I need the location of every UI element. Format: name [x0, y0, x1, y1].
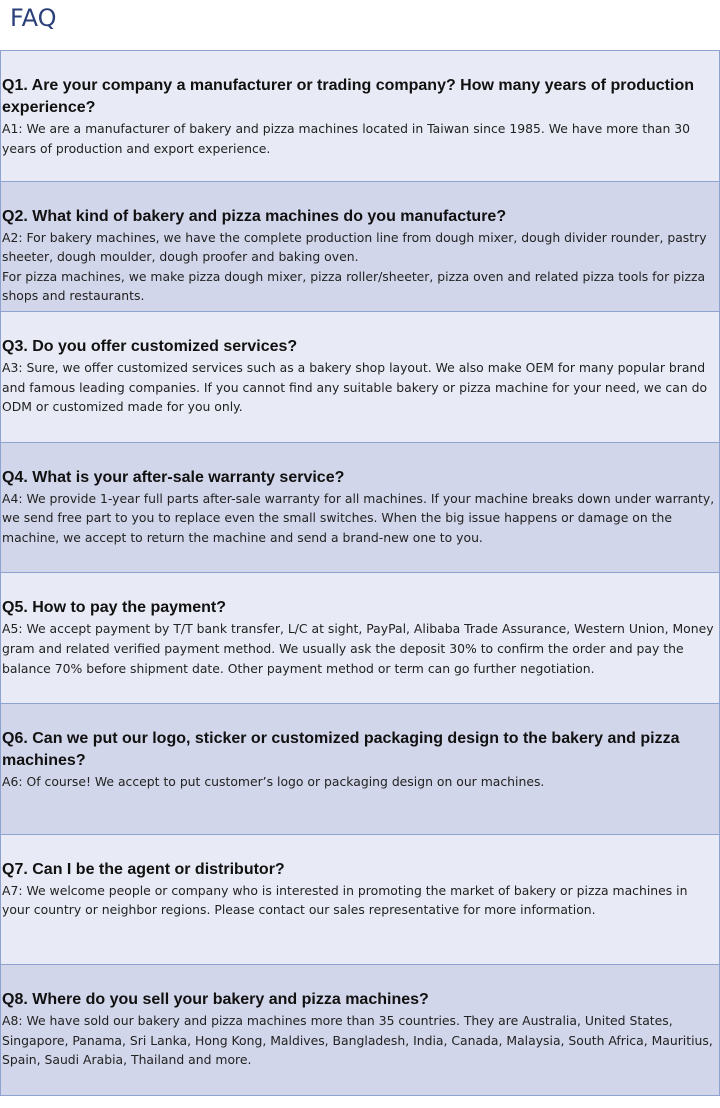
faq-item-4 — [0, 442, 720, 574]
faq-item-2 — [0, 181, 720, 313]
faq-answer: A6: Of course! We accept to put customer’s logo or packaging design on our machines. — [2, 773, 545, 789]
faq-answer: A4: We provide 1-year full parts after-sale warranty for all machines. If your machine breaks down under warranty, we send free part to you to replace even the small switches. When the big issue happens or damage on the machine, we accept to return the machine and send a brand-new one to you. — [2, 490, 715, 545]
faq-question: Q2. What kind of bakery and pizza machines do you manufacture? — [2, 207, 507, 225]
faq-question: Q3. Do you offer customized services? — [2, 338, 298, 356]
faq-answer: A8: We have sold our bakery and pizza machines more than 35 countries. They are Australia, United States, Singapore, Panama, Sri Lanka, Hong Kong, Maldives, Bangladesh, India, Canada, Malaysia, South Africa, Mauritius, Spain, Saudi Arabia, Thailand and more. — [2, 1013, 713, 1068]
faq-item-6 — [0, 703, 720, 835]
faq-answer: A7: We welcome people or company who is interested in promoting the market of bakery or pizza machines in your country or neighbor regions. Please contact our sales representative for more information. — [2, 882, 688, 918]
faq-answer: A1: We are a manufacturer of bakery and pizza machines located in Taiwan since 1985. We have more than 30 years of production and export experience. — [2, 121, 691, 156]
page-title: FAQ — [10, 4, 57, 32]
faq-question: Q1. Are your company a manufacturer or trading company? How many years of production experience? — [2, 77, 694, 116]
faq-question: Q7. Can I be the agent or distributor? — [2, 860, 285, 878]
faq-question: Q8. Where do you sell your bakery and pizza machines? — [2, 991, 429, 1009]
faq-item-1 — [0, 50, 720, 182]
faq-answer: A3: Sure, we offer customized services such as a bakery shop layout. We also make OEM for many popular brand and famous leading companies. If you cannot find any suitable bakery or pizza machine for your need, we can do ODM or customized made for you only. — [2, 360, 708, 415]
faq-item-8 — [0, 964, 720, 1096]
faq-list — [0, 50, 720, 1096]
faq-item-3 — [0, 311, 720, 443]
faq-answer: A5: We accept payment by T/T bank transfer, L/C at sight, PayPal, Alibaba Trade Assurance, Western Union, Money gram and related verified payment method. We usually ask the deposit 30% to confirm the order and pay the balance 70% before shipment date. Other payment method or term can go further negotiation. — [2, 621, 714, 676]
faq-item-5 — [0, 572, 720, 704]
faq-question: Q5. How to pay the payment? — [2, 599, 227, 617]
faq-question: Q4. What is your after-sale warranty service? — [2, 468, 345, 486]
faq-answer: A2: For bakery machines, we have the complete production line from dough mixer, dough divider rounder, pastry sheeter, dough moulder, dough proofer and baking oven. For pizza machines, we make pizza dough mixer, pizza roller/sheeter, pizza oven and related pizza tools for pizza shops and restaurants. — [2, 229, 707, 304]
faq-question: Q6. Can we put our logo, sticker or customized packaging design to the bakery and pizza machines? — [2, 729, 680, 769]
faq-item-7 — [0, 834, 720, 966]
